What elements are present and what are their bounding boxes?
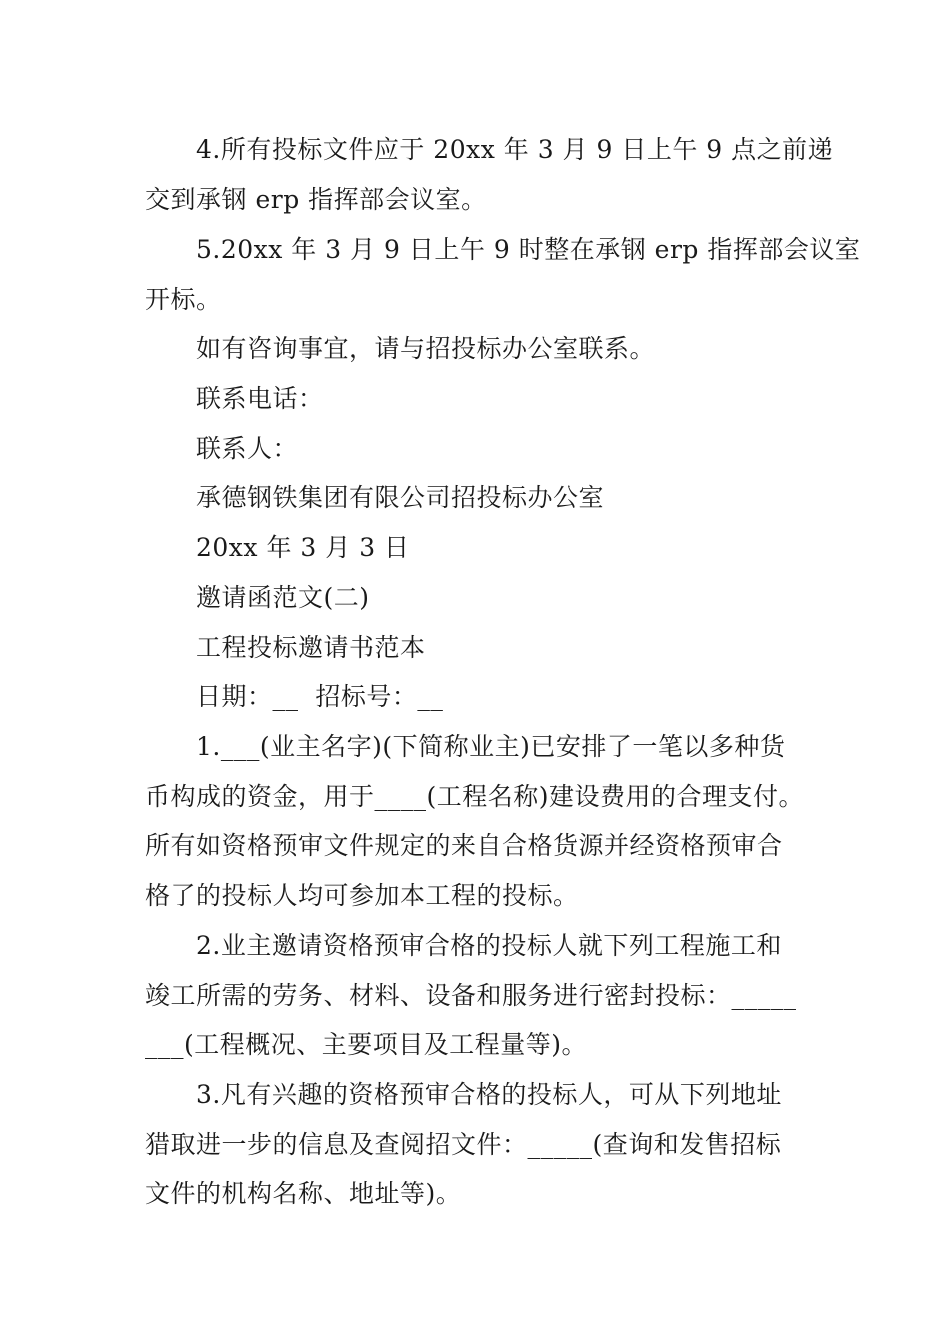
- paragraph-line: 5.20xx 年 3 月 9 日上午 9 时整在承钢 erp 指挥部会议室: [196, 235, 861, 264]
- contact-person-label: 联系人：: [196, 434, 299, 463]
- paragraph-line: 格了的投标人均可参加本工程的投标。: [145, 881, 579, 910]
- paragraph-line: 1.___(业主名字)(下简称业主)已安排了一笔以多种货: [196, 732, 786, 761]
- paragraph-line: 3.凡有兴趣的资格预审合格的投标人，可从下列地址: [196, 1080, 782, 1109]
- paragraph-line: 所有如资格预审文件规定的来自合格货源并经资格预审合: [145, 831, 783, 860]
- paragraph-line: 开标。: [145, 285, 222, 314]
- contact-phone-label: 联系电话：: [196, 384, 324, 413]
- section-heading: 邀请函范文(二): [196, 583, 370, 612]
- paragraph-line: 猎取进一步的信息及查阅招文件：_____(查询和发售招标: [145, 1130, 782, 1159]
- issue-date: 20xx 年 3 月 3 日: [196, 533, 410, 562]
- section-title: 工程投标邀请书范本: [196, 633, 426, 662]
- paragraph-line: 2.业主邀请资格预审合格的投标人就下列工程施工和: [196, 931, 782, 960]
- paragraph-line: ___(工程概况、主要项目及工程量等)。: [145, 1030, 588, 1059]
- issuer-name: 承德钢铁集团有限公司招投标办公室: [196, 483, 605, 512]
- paragraph-line: 如有咨询事宜，请与招投标办公室联系。: [196, 334, 656, 363]
- paragraph-line: 竣工所需的劳务、材料、设备和服务进行密封投标：_____: [145, 981, 797, 1010]
- paragraph-line: 4.所有投标文件应于 20xx 年 3 月 9 日上午 9 点之前递: [196, 135, 834, 164]
- paragraph-line: 文件的机构名称、地址等)。: [145, 1179, 462, 1208]
- date-and-tender-number: 日期：__ 招标号：__: [196, 682, 444, 711]
- paragraph-line: 币构成的资金，用于____(工程名称)建设费用的合理支付。: [145, 782, 805, 811]
- paragraph-line: 交到承钢 erp 指挥部会议室。: [145, 185, 487, 214]
